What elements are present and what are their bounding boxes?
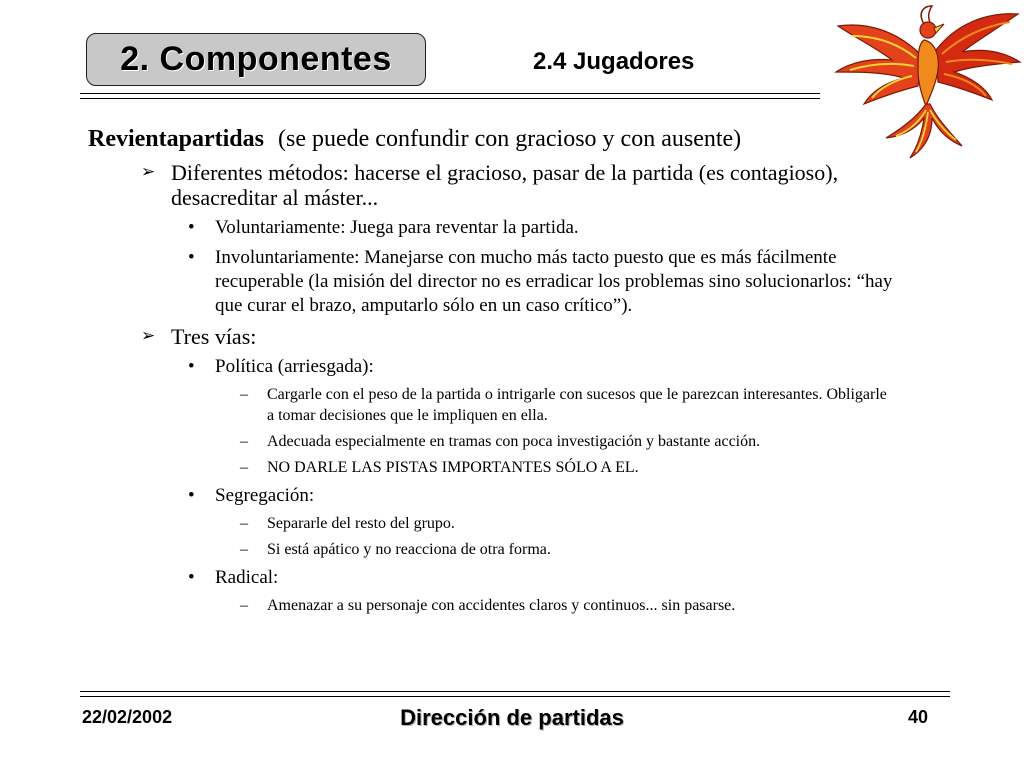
sub-sub-bullet-item bbox=[88, 513, 928, 534]
bullet-text: Tres vías: bbox=[171, 324, 257, 349]
bullet-text: Radical: bbox=[215, 567, 279, 588]
bullet-text: Política (arriesgada): bbox=[215, 356, 374, 377]
title-box bbox=[86, 33, 426, 86]
arrow-bullet-icon: ➢ bbox=[141, 162, 156, 182]
dash-bullet-icon: – bbox=[240, 386, 248, 403]
dot-bullet-icon: • bbox=[188, 217, 195, 238]
sub-sub-bullet-item bbox=[88, 384, 928, 426]
dash-bullet-icon: – bbox=[240, 541, 248, 558]
bullet-text: Amenazar a su personaje con accidentes claros y continuos... sin pasarse. bbox=[267, 597, 736, 614]
bullet-item bbox=[88, 324, 928, 349]
sub-sub-bullet-item bbox=[88, 539, 928, 560]
dash-bullet-icon: – bbox=[240, 597, 248, 614]
footer-date: 22/02/2002 bbox=[82, 707, 173, 727]
dot-bullet-icon: • bbox=[188, 356, 195, 377]
section-heading bbox=[88, 124, 928, 154]
bullet-text: Si está apático y no reacciona de otra forma. bbox=[267, 541, 551, 558]
sub-sub-bullet-item bbox=[88, 431, 928, 452]
slide-content bbox=[88, 124, 928, 616]
header-rule-bottom bbox=[80, 98, 820, 99]
page-number: 40 bbox=[908, 707, 929, 727]
dot-bullet-icon: • bbox=[188, 247, 195, 268]
bullet-text: Separarle del resto del grupo. bbox=[267, 515, 455, 532]
sub-bullet-item bbox=[88, 246, 928, 318]
sub-bullet-item bbox=[88, 216, 928, 240]
sub-sub-bullet-item bbox=[88, 457, 928, 478]
arrow-bullet-icon: ➢ bbox=[141, 326, 156, 346]
sub-sub-bullet-item bbox=[88, 595, 928, 616]
bullet-text: Involuntariamente: Manejarse con mucho más tacto puesto que es más fácilmente recuperable (la misión del director no es erradicar los problemas sino solucionarlos: “hay que curar el brazo, amputarlo sólo en un caso crítico”). bbox=[215, 247, 893, 316]
sub-bullet-item bbox=[88, 484, 928, 508]
bullet-text: NO DARLE LAS PISTAS IMPORTANTES SÓLO A EL. bbox=[267, 459, 639, 476]
bullet-text: Voluntariamente: Juega para reventar la partida. bbox=[215, 217, 579, 238]
bullet-list bbox=[88, 160, 928, 616]
dot-bullet-icon: • bbox=[188, 567, 195, 588]
heading-term: Revientapartidas bbox=[88, 126, 264, 152]
dash-bullet-icon: – bbox=[240, 515, 248, 532]
footer-rule-bottom bbox=[80, 696, 950, 697]
slide-subtitle: 2.4 Jugadores bbox=[533, 48, 695, 75]
sub-bullet-item bbox=[88, 566, 928, 590]
header-rule-top bbox=[80, 93, 820, 94]
bullet-item bbox=[88, 160, 928, 210]
sub-bullet-item bbox=[88, 355, 928, 379]
bullet-text: Segregación: bbox=[215, 485, 315, 506]
bullet-text: Cargarle con el peso de la partida o intrigarle con sucesos que le parezcan interesantes. Obligarle a tomar decisiones que le impliquen en ella. bbox=[267, 386, 887, 424]
footer-title: Dirección de partidas bbox=[400, 705, 624, 730]
footer-rule-top bbox=[80, 691, 950, 692]
dash-bullet-icon: – bbox=[240, 433, 248, 450]
dash-bullet-icon: – bbox=[240, 459, 248, 476]
bullet-text: Adecuada especialmente en tramas con poca investigación y bastante acción. bbox=[267, 433, 761, 450]
heading-note: (se puede confundir con gracioso y con ausente) bbox=[278, 126, 742, 152]
dot-bullet-icon: • bbox=[188, 485, 195, 506]
slide-title: 2. Componentes bbox=[120, 40, 392, 78]
bullet-text: Diferentes métodos: hacerse el gracioso, pasar de la partida (es contagioso), desacreditar al máster... bbox=[171, 160, 839, 210]
